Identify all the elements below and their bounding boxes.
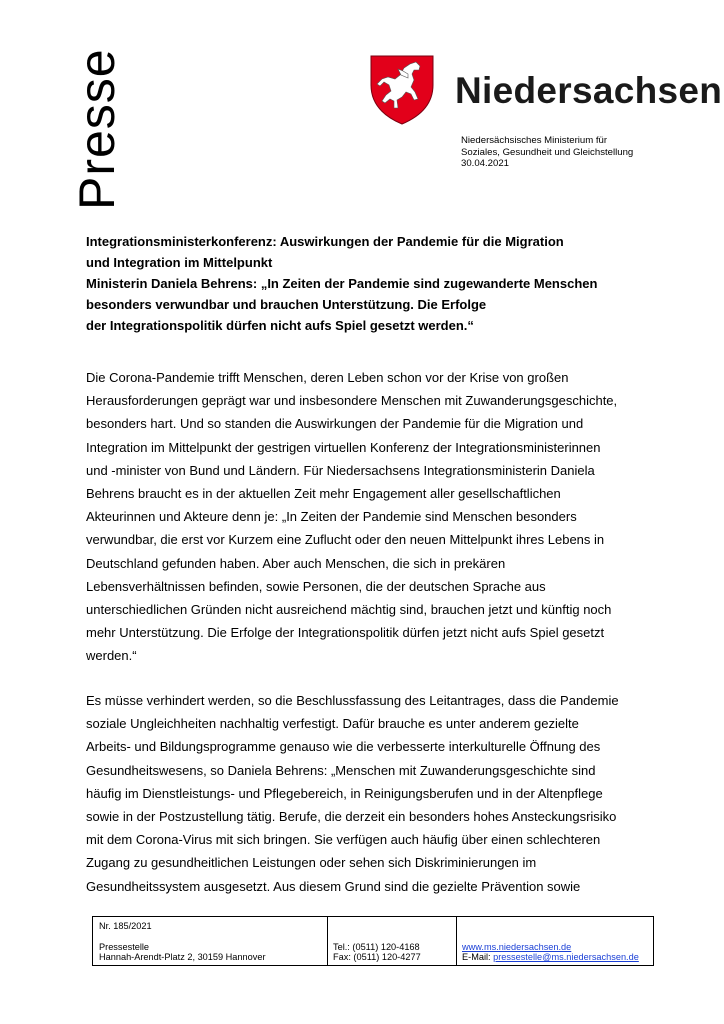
body-line: Gesundheitssystem ausgesetzt. Aus diesem Grund sind die gezielte Prävention sowie xyxy=(86,878,581,894)
body-line: Die Corona-Pandemie trifft Menschen, deren Leben schon vor der Krise von großen xyxy=(86,370,569,385)
press-office-address: Hannah-Arendt-Platz 2, 30159 Hannover xyxy=(99,952,266,962)
headline xyxy=(86,231,646,336)
footer-col-web xyxy=(456,917,653,965)
body-line: und -minister von Bund und Ländern. Für Niedersachsens Integrationsministerin Daniela xyxy=(86,462,595,478)
email-row xyxy=(462,952,639,963)
body-line: Zugang zu gesundheitlichen Leistungen oder sehen sich Diskriminierungen im xyxy=(86,855,537,871)
body-line: mehr Unterstützung. Die Erfolge der Integrationspolitik dürfen jetzt nicht aufs Spiel gesetzt xyxy=(86,625,605,641)
footer-col-office xyxy=(93,917,328,965)
fax-number: Fax: (0511) 120-4277 xyxy=(333,952,421,962)
body-line: Akteurinnen und Akteure denn je: „In Zeiten der Pandemie sind Menschen besonders xyxy=(86,509,577,525)
phone-number: Tel.: (0511) 120-4168 xyxy=(333,942,420,952)
body-line: Es müsse verhindert werden, so die Beschlussfassung des Leitantrages, dass die Pandemie xyxy=(86,693,619,708)
press-office-label: Pressestelle xyxy=(99,942,150,952)
body-line: Gesundheitswesens, so Daniela Behrens: „Menschen mit Zuwanderungsgeschichte sind xyxy=(86,762,596,778)
body-line: Arbeits- und Bildungsprogramme genauso wie die verbesserte interkulturelle Öffnung des xyxy=(86,739,601,755)
body-paragraph-1 xyxy=(86,366,646,668)
side-label-presse: Presse xyxy=(69,48,125,210)
email-link[interactable]: pressestelle@ms.niedersachsen.de xyxy=(493,952,639,962)
ministry-line: Soziales, Gesundheit und Gleichstellung xyxy=(461,146,634,158)
footer-table xyxy=(92,916,654,966)
body-line: verwundbar, die erst vor Kurzem eine Zuflucht oder den neuen Mittelpunkt ihres Lebens in xyxy=(86,532,605,548)
headline-line: der Integrationspolitik dürfen nicht aufs Spiel gesetzt werden.“ xyxy=(86,318,474,333)
ministry-block xyxy=(461,135,633,170)
brand-wordmark: Niedersachsen xyxy=(455,70,723,111)
headline-line: und Integration im Mittelpunkt xyxy=(86,255,273,270)
body-line: mit dem Corona-Virus mit sich bringen. Sie verfügen auch häufig über einen schlechteren xyxy=(86,832,601,848)
ministry-line: Niedersächsisches Ministerium für xyxy=(461,135,608,146)
body-line: häufig im Dienstleistungs- und Pflegebereich, in Reinigungsberufen und in der Altenpflege xyxy=(86,785,603,801)
footer-col-phone xyxy=(327,917,457,965)
website-link[interactable]: www.ms.niedersachsen.de xyxy=(462,942,572,952)
body-line: Integration im Mittelpunkt der gestrigen virtuellen Konferenz der Integrationsministerinnen xyxy=(86,439,601,455)
body-line: Deutschland gefunden haben. Aber auch Menschen, die sich in prekären xyxy=(86,555,506,571)
lower-saxony-horse-coat-of-arms-icon xyxy=(370,55,434,125)
headline-line: Integrationsministerkonferenz: Auswirkungen der Pandemie für die Migration xyxy=(86,234,564,249)
email-label: E-Mail: xyxy=(462,952,494,962)
press-date: 30.04.2021 xyxy=(461,158,510,169)
headline-line: besonders verwundbar und brauchen Unterstützung. Die Erfolge xyxy=(86,297,487,312)
body-line: Herausforderungen geprägt war und insbesondere Menschen mit Zuwanderungsgeschichte, xyxy=(86,393,618,409)
body-paragraph-2 xyxy=(86,689,646,898)
body-line: unterschiedlichen Gründen nicht ausreichend mächtig sind, brauchen jetzt und künftig noch xyxy=(86,602,612,618)
headline-line: Ministerin Daniela Behrens: „In Zeiten der Pandemie sind zugewanderte Menschen xyxy=(86,276,598,291)
body-line: Lebensverhältnissen befinden, sowie Personen, die der deutschen Sprache aus xyxy=(86,578,546,594)
body-line: besonders hart. Und so standen die Auswirkungen der Pandemie für die Migration und xyxy=(86,416,584,432)
body-line: werden.“ xyxy=(86,648,137,664)
body-line: Behrens braucht es in der aktuellen Zeit mehr Engagement aller gesellschaftlichen xyxy=(86,486,561,502)
press-release-number: Nr. 185/2021 xyxy=(99,921,152,931)
body-line: soziale Ungleichheiten nachhaltig verfestigt. Dafür brauche es unter anderem gezielte xyxy=(86,716,579,732)
body-line: sowie in der Postzustellung tätig. Berufe, die derzeit ein besonders hohes Ansteckungsrisiko xyxy=(86,809,617,825)
